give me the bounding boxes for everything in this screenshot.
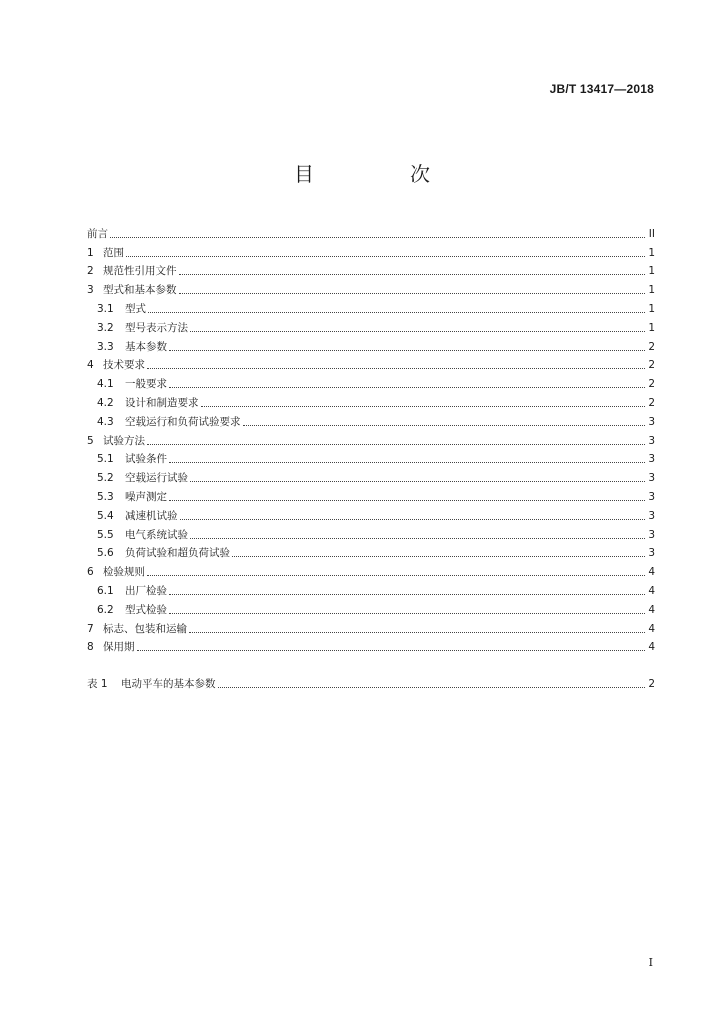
- toc-entry[interactable]: [87, 222, 655, 241]
- dot-leader: [169, 612, 645, 614]
- toc-entry[interactable]: [87, 504, 655, 523]
- toc-entry-number: 1: [87, 246, 94, 259]
- toc-entry[interactable]: [87, 260, 655, 279]
- toc-entry-number: 6: [87, 566, 94, 579]
- dot-leader: [148, 311, 645, 313]
- toc-entry-page: 4: [648, 622, 655, 635]
- toc-entry[interactable]: [87, 560, 655, 579]
- toc-entry-page: 1: [648, 265, 655, 278]
- toc-entry-page: 4: [648, 641, 655, 654]
- dot-leader: [169, 349, 645, 351]
- toc-entry-page: 2: [648, 340, 655, 353]
- toc-entry-number: 8: [87, 641, 94, 654]
- toc-entry[interactable]: [87, 297, 655, 316]
- toc-entry[interactable]: [87, 278, 655, 297]
- toc-entry-page: 3: [648, 434, 655, 447]
- toc-entry-number: 2: [87, 265, 94, 278]
- toc-entry-page: 1: [648, 284, 655, 297]
- dot-leader: [169, 593, 645, 595]
- toc-entry-number: 5.6: [97, 547, 114, 560]
- toc-entry-number: 5.4: [97, 509, 114, 522]
- toc-entry-label: 型式检验: [125, 603, 167, 616]
- dot-leader: [232, 555, 645, 557]
- toc-entry-label: 检验规则: [103, 566, 145, 579]
- toc-entry-number: 3.2: [97, 321, 114, 334]
- table-of-contents: [87, 222, 655, 691]
- toc-entry-page: 2: [648, 678, 655, 691]
- toc-entry-page: 4: [648, 584, 655, 597]
- toc-entry[interactable]: [87, 316, 655, 335]
- dot-leader: [189, 631, 645, 633]
- toc-entry[interactable]: [87, 579, 655, 598]
- dot-leader: [190, 480, 645, 482]
- dot-leader: [169, 386, 645, 388]
- toc-entry-number: 5.5: [97, 528, 114, 541]
- toc-entry-label: 设计和制造要求: [125, 396, 199, 409]
- dot-leader: [190, 330, 645, 332]
- toc-entry-number: 4.1: [97, 378, 114, 391]
- toc-entry-page: 2: [648, 396, 655, 409]
- dot-leader: [243, 424, 646, 426]
- toc-entry-page: 1: [648, 321, 655, 334]
- dot-leader: [179, 292, 646, 294]
- toc-entry-number: 6.2: [97, 603, 114, 616]
- toc-entry-label: 试验方法: [103, 434, 145, 447]
- toc-entry-page: 4: [648, 603, 655, 616]
- toc-entry-label: 空载运行和负荷试验要求: [125, 415, 241, 428]
- toc-entry-number: 3: [87, 284, 94, 297]
- toc-entry-label: 规范性引用文件: [103, 265, 177, 278]
- toc-entry[interactable]: [87, 391, 655, 410]
- toc-entry-number: 3.3: [97, 340, 114, 353]
- toc-entry-label: 出厂检验: [125, 584, 167, 597]
- toc-entry[interactable]: [87, 335, 655, 354]
- toc-entry-label: 标志、包装和运输: [103, 622, 187, 635]
- dot-leader: [126, 255, 645, 257]
- dot-leader: [147, 574, 645, 576]
- toc-table-entry[interactable]: [87, 672, 655, 691]
- dot-leader: [137, 649, 646, 651]
- toc-entry-page: 3: [648, 547, 655, 560]
- toc-entry-number: 5.2: [97, 472, 114, 485]
- toc-entry[interactable]: [87, 448, 655, 467]
- toc-entry[interactable]: [87, 617, 655, 636]
- toc-entry-label: 电气系统试验: [125, 528, 188, 541]
- standard-number: JB/T 13417—2018: [549, 82, 654, 96]
- toc-entry[interactable]: [87, 466, 655, 485]
- section-gap: [87, 654, 655, 672]
- toc-entry-label: 保用期: [103, 641, 135, 654]
- toc-entry-label: 噪声测定: [125, 490, 167, 503]
- toc-entry-page: 3: [648, 453, 655, 466]
- toc-entry-number: 4: [87, 359, 94, 372]
- toc-entry-label: 基本参数: [125, 340, 167, 353]
- page-number: I: [648, 956, 653, 969]
- toc-entry-page: 3: [648, 472, 655, 485]
- toc-entry-page: 1: [648, 246, 655, 259]
- toc-entry[interactable]: [87, 372, 655, 391]
- toc-entry[interactable]: [87, 429, 655, 448]
- toc-entry-number: 4.3: [97, 415, 114, 428]
- dot-leader: [169, 499, 645, 501]
- toc-entry-page: 3: [648, 415, 655, 428]
- dot-leader: [190, 537, 645, 539]
- toc-entry-number: 6.1: [97, 584, 114, 597]
- toc-entry-label: 负荷试验和超负荷试验: [125, 547, 230, 560]
- toc-entry-label: 试验条件: [125, 453, 167, 466]
- toc-entry-page: 3: [648, 528, 655, 541]
- page-title: 目 次: [294, 162, 468, 186]
- toc-entry-number: 5.1: [97, 453, 114, 466]
- toc-entry[interactable]: [87, 241, 655, 260]
- toc-entry-label: 型号表示方法: [125, 321, 188, 334]
- toc-entry-label: 型式: [125, 302, 146, 315]
- dot-leader: [201, 405, 646, 407]
- toc-entry-page: II: [648, 227, 655, 240]
- dot-leader: [147, 367, 645, 369]
- toc-entry-label: 电动平车的基本参数: [121, 678, 216, 691]
- dot-leader: [179, 273, 646, 275]
- toc-entry-number: 5: [87, 434, 94, 447]
- toc-entry[interactable]: [87, 636, 655, 655]
- toc-entry-page: 2: [648, 378, 655, 391]
- toc-entry[interactable]: [87, 542, 655, 561]
- toc-entry[interactable]: [87, 485, 655, 504]
- toc-entry-number: 4.2: [97, 396, 114, 409]
- toc-entry[interactable]: [87, 523, 655, 542]
- toc-entry-label: 空载运行试验: [125, 472, 188, 485]
- toc-entry-number: 3.1: [97, 302, 114, 315]
- dot-leader: [180, 518, 646, 520]
- toc-entry-page: 2: [648, 359, 655, 372]
- toc-entry-label: 一般要求: [125, 378, 167, 391]
- toc-entry-number: 5.3: [97, 490, 114, 503]
- toc-entry-label: 范围: [103, 246, 124, 259]
- toc-entry-number: 表 1: [87, 678, 108, 691]
- toc-entry-page: 3: [648, 490, 655, 503]
- toc-entry[interactable]: [87, 354, 655, 373]
- toc-entry[interactable]: [87, 410, 655, 429]
- dot-leader: [169, 461, 645, 463]
- toc-entry-page: 1: [648, 302, 655, 315]
- dot-leader: [218, 686, 646, 688]
- toc-entry-page: 3: [648, 509, 655, 522]
- toc-entry-label: 技术要求: [103, 359, 145, 372]
- toc-entry[interactable]: [87, 598, 655, 617]
- toc-entry-label: 型式和基本参数: [103, 284, 177, 297]
- toc-entry-number: 7: [87, 622, 94, 635]
- toc-entry-page: 4: [648, 566, 655, 579]
- toc-entry-label: 前言: [87, 227, 108, 240]
- dot-leader: [110, 236, 645, 238]
- dot-leader: [147, 443, 645, 445]
- toc-entry-label: 减速机试验: [125, 509, 178, 522]
